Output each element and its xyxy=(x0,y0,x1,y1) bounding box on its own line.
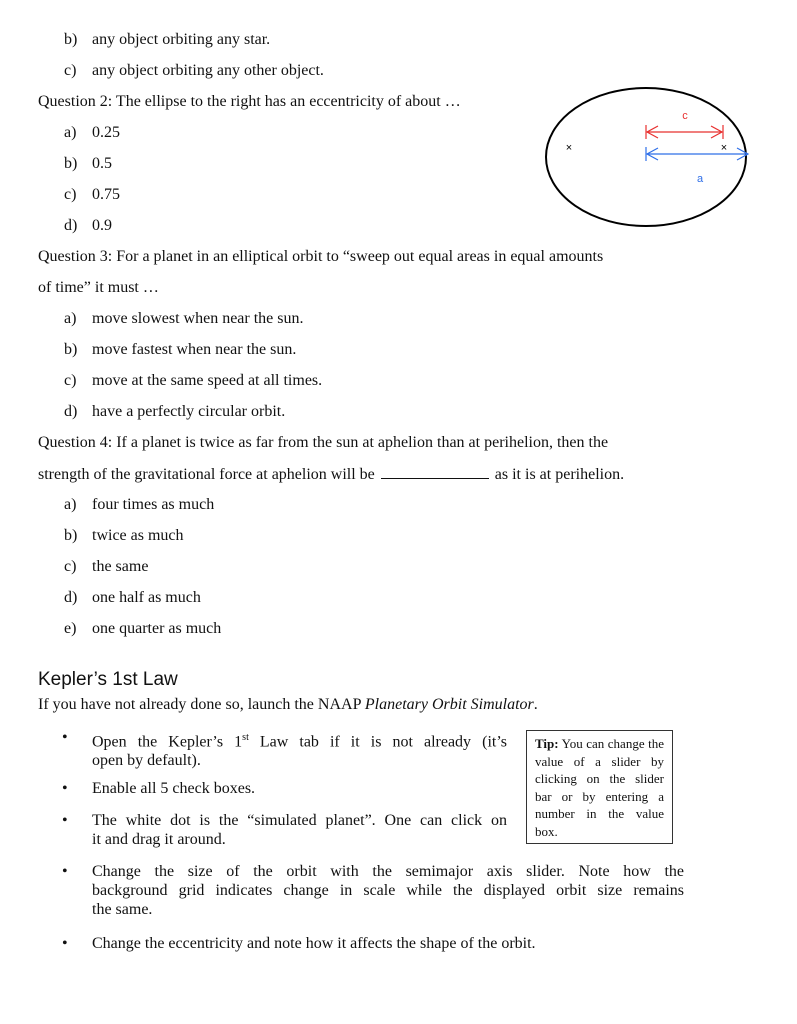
q4-option-b: b) twice as much xyxy=(64,527,184,544)
bullet-dot-1: • xyxy=(62,729,68,746)
q3-option-a: a) move slowest when near the sun. xyxy=(64,310,304,327)
q1-option-b: b) any object orbiting any star. xyxy=(64,31,271,48)
q1-option-c: c) any object orbiting any other object. xyxy=(64,62,324,79)
q3-option-c: c) move at the same speed at all times. xyxy=(64,372,323,389)
c-arrow xyxy=(646,125,723,139)
q4-option-e: e) one quarter as much xyxy=(64,620,222,637)
q2-text: Question 2: The ellipse to the right has an eccentricity of about … xyxy=(38,93,461,110)
q4-option-c: c) the same xyxy=(64,558,149,575)
q2-option-a: a) 0.25 xyxy=(64,124,120,141)
q3-option-b: b) move fastest when near the sun. xyxy=(64,341,297,358)
tip-box xyxy=(526,730,673,844)
q3-text-line2: of time” it must … xyxy=(38,279,159,296)
section-intro: If you have not already done so, launch the NAAP Planetary Orbit Simulator. xyxy=(38,696,538,713)
label-c: c xyxy=(682,110,688,122)
bullet-2: Enable all 5 check boxes. xyxy=(92,780,256,797)
ellipse-figure xyxy=(540,82,755,234)
tip-label: Tip: xyxy=(535,736,559,751)
bullet-dot-2: • xyxy=(62,780,68,797)
bullet-dot-4: • xyxy=(62,863,68,880)
a-arrow xyxy=(646,147,748,161)
q4-option-a: a) four times as much xyxy=(64,496,215,513)
q2-option-b: b) 0.5 xyxy=(64,155,112,172)
bullet-5: Change the eccentricity and note how it affects the shape of the orbit. xyxy=(92,935,536,952)
bullet-1: Open the Kepler’s 1st Law tab if it is not already (it’s open by default). xyxy=(92,732,508,770)
bullet-4: Change the size of the orbit with the semimajor axis slider. Note how the background grid indicates change in scale while the displayed orbit size remains the same. xyxy=(92,863,684,918)
q4-text-line1: Question 4: If a planet is twice as far from the sun at aphelion than at perihelion, then the xyxy=(38,434,609,451)
bullet-3: The white dot is the “simulated planet”. One can click on it and drag it around. xyxy=(92,812,507,848)
q2-option-c: c) 0.75 xyxy=(64,186,120,203)
bullet-dot-3: • xyxy=(62,812,68,829)
focus-left-mark: × xyxy=(565,142,573,154)
q3-option-d: d) have a perfectly circular orbit. xyxy=(64,403,286,420)
tip-text: You can change the value of a slider by clicking on the slider bar or by entering a number in the value box. xyxy=(535,736,664,839)
section-heading: Kepler’s 1st Law xyxy=(38,669,178,690)
bullet-dot-5: • xyxy=(62,935,68,952)
answer-blank xyxy=(381,464,489,479)
q2-option-d: d) 0.9 xyxy=(64,217,112,234)
label-a: a xyxy=(696,173,704,185)
focus-right-mark: × xyxy=(720,142,728,154)
q4-text-line2: strength of the gravitational force at aphelion will be as it is at perihelion. xyxy=(38,466,625,483)
q3-text-line1: Question 3: For a planet in an elliptical orbit to “sweep out equal areas in equal amounts xyxy=(38,248,604,265)
q4-option-d: d) one half as much xyxy=(64,589,201,606)
